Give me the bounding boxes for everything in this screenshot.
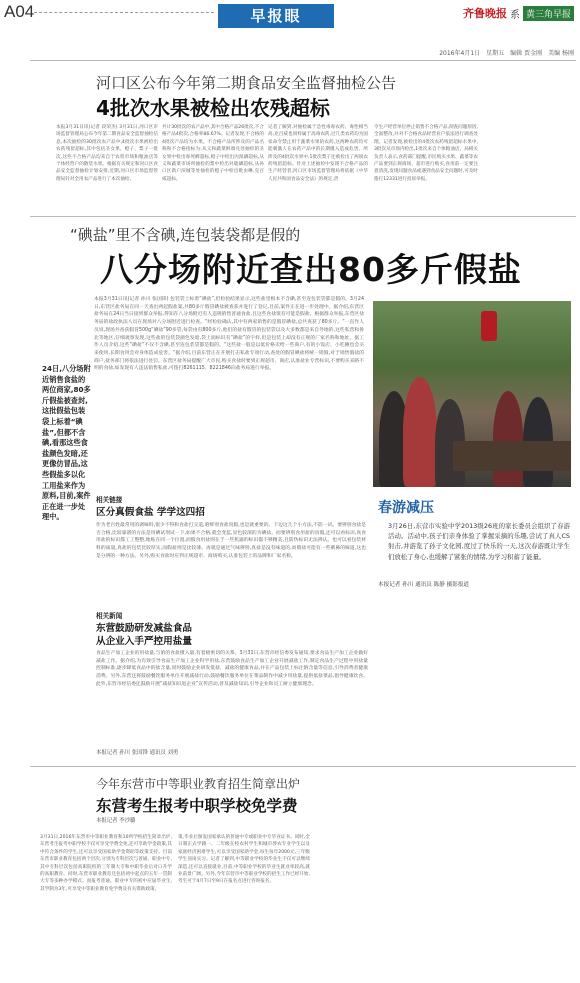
article3-kicker: 今年东营市中等职业教育招生简章出炉: [96, 777, 301, 791]
photo-credit: 本报记者 孙川 通讯员 陈静 摄影报道: [378, 582, 470, 588]
brand-logo: 齐鲁晚报: [462, 7, 507, 20]
article3-col2: 策,毕业后颁发国家承认的普通中专或职业中专毕业证书。同时,全日制正式学籍一、二年级在校农村学生和城市涉农专业学生以及家庭经济困难学生,可以享受国家助学金,每生每年2000元,三年级学生顶岗实习。记者了解到,中等职业学校的毕业生不仅可以继续深造,还可以直接就业,目前,中等职业学校的毕业生就业率较高,就业前景广阔。另外,今年东营市中等职业学校的招生工作已经开始,考生可于4月7日至9日在报名点进行咨询报名。: [178, 835, 310, 885]
box2-label: 相关新闻: [96, 612, 123, 620]
page-number: A04: [4, 2, 35, 21]
article3-headline: 东营考生报考中职学校免学费: [96, 797, 298, 815]
box2-body: 食品生产加工企业的用盐量,与咱的食盐摄入量,有着极密切的关系。3月31日,东营市经信委发布通知,要求食品生产加工企业做好减盐工作。据介绍,为有效引导食品生产加工企业科学用盐,东营鼓励食品生产加工企业开展减盐工作,制定食品生产过程中用盐量控制标准,逐步降低食品中的盐含量,同时鼓励企业研发低盐、减盐的健康食品,并在产品包装上标注钠含量等信息,引导消费者健康消费。另外,东营还将鼓励餐饮服务单位开展减盐行动,鼓励餐饮服务单位在菜品制作中减少用盐量,提供低盐菜品,倡导健康饮食。此外,东营市经信委还鼓励开展“减盐知识进企业”宣传活动,普及减盐知识,引导企业和员工树立健康理念。: [96, 651, 368, 687]
spring-outing-photo: [373, 301, 571, 487]
box2-title-line2: 从企业入手严控用盐量: [96, 636, 192, 647]
article1-headline: 4批次水果被检出农残超标: [96, 96, 330, 120]
rule-article3: [30, 766, 576, 767]
article3-col1: 3月31日,2016年东营市中等职业教育和10所学校招生简章出炉,东营考生报考中职学校不仅可享受学费全免,还可享助学金政策,其中符合条件的学生,还可以享受国家助学金资助等政策支持。目前东营市职业教育包括两个层次,分别为专科层次与普通、职业中专,其中专科层次包括高职院校的三年制大专和中职毕业后对口升学的高职教育。同时,东营市职业教育还包括初中起点的五年一贯制大专等多种办学模式。而报考普通、职业中专的初中应届毕业生,其学制为3年,可享受中等职业教育免学费及有关资助政策。: [40, 835, 172, 892]
photo-caption: 3月26日,东营市实验中学2013级26班的家长委员会组织了春游活动。活动中,孩子们亲身体验了掌握采摘的乐趣,尝试了真人CS射击,并游览了孙子文化园,度过了快乐的一天,这次春游既让学生们放松了身心,也缓解了紧张的情绪,为学习积蓄了能量。: [388, 522, 570, 561]
designer-text: 美编 杨刚: [548, 50, 574, 57]
sidebar-quote: 24日,八分场附近销售食盐的两位商家,80多斤假盐被查封,这批假盐包装袋上标着“碘盐”,但都不含碘,看那这些食盐颜色发暗,还更像仿冒品,这些假盐多以化工用盐来作为原料,目前,案件正在进一步处理中。: [42, 364, 91, 522]
box1-title: 区分真假食盐 学学这四招: [96, 507, 205, 518]
article2-body: 本报3月31日讯(记者 孙川 张国锋) 包装袋上标着“碘盐”,但检验结果显示,这些盐里根本不含碘,甚至连包装袋都是假的。3月24日,东营区盐务局在同一天查出两起假盐案,共80多斤假冒碘盐被查获并进行了登记,目前,案件正在进一步处理中。据介绍,东营区盐务局在24日当日接到群众举报,得知在八分场附近有人违规销售普通食盐,且这些食盐很有可能是假盐。根据群众举报,东营区盐务局的盐政执法人员在现场对八分场附近进行检查。“经检验确认,其中有两家销售的是假冒碘盐,总共查获了80多斤。“一直作人员说,现场共查获假冒500g“碘盐”90多袋,每袋由有800多斤,他们的盐有假冒的包装袋以及大多数都是来自外地的,这些私营和鲁北等地区,仔细观察发现,这些盐的包装袋颜色发暗,袋上面标识有“碘盐”的字样,但是包装上却没有正规的厂家名称和地址。据工作人员介绍,这些“碘盐”不仅不含碘,甚至连包装袋都是假的。“这些盐一般是以低价格卖给一些商户,有的小饭店、小吃摊也会买来使用,长期食用会对身体造成危害。“据介绍,目前东营正在开展打击私盐专项行动,查处的假冒碘盐将统一销毁,对于销售假盐的商户,盐务部门将依法进行处罚。东营区盐务局提醒广大市民,购买食盐时要到正规超市、商店,认准盐业专营标识,不要购买来路不明的食盐,如发现有人违法销售私盐,可拨打8261115、8221846向盐务局进行举报。: [94, 297, 364, 372]
section-title: 早报眼: [218, 4, 334, 28]
page-header: [0, 0, 580, 30]
editor-text: 编辑 贾金刚: [510, 50, 543, 57]
brand-block: [463, 4, 574, 22]
photo-person: [493, 391, 523, 487]
article3-byline: 本报记者 李沙璐: [96, 818, 136, 824]
photo-title: 春游减压: [378, 500, 434, 516]
article1-kicker: 河口区公布今年第二期食品安全监督抽检公告: [96, 74, 397, 92]
rule-article1: [30, 216, 576, 217]
brand-sub: 系: [509, 9, 520, 21]
photo-person: [403, 377, 437, 487]
tea-table: [453, 441, 571, 471]
rule-top: [30, 60, 576, 61]
article1-col3: 记者了解到,对抽检属于急性毒毒农药、毒性相当高,克百威也同样属于高毒农药,过几类农药均为国家命令禁止用于蔬菜水果的农药,这两种农药均可能刺激人在农药产品中的长期摄入造成危害。所涉及的4批次水果中,1批次梨子还被检出了两项农药残留超标。针对上述抽检中发现不合格产品的生产经营者,河口区市场监督管理局将依据《中华人民共和国食品安全法》的规定,责: [268, 125, 368, 182]
article1-col4: 令生产经营单位停止销售不合格产品,彻查问题原因,全面整改,并对不合格食品经营业户依法进行调查处理。记者发现,被检出的4批次农药残留超标水果中,3批次从市场内检出,1批次来自个体粮油店。局相关负责人表示,食药部门提醒,市民购买水果、蔬菜等农产品要到正规商场、超市进行购买,食用前一定要注意清洗,发现问题食品或遇到食品安全问题时,可及时拨打12331进行投诉举报。: [374, 125, 478, 182]
weekday-text: 星期五: [486, 50, 505, 57]
date-text: 2016年4月1日: [439, 50, 481, 57]
box2-credit: 本报记者 孙川 张国锋 通讯员 刘勇: [96, 750, 179, 756]
box1-label: 相关链接: [96, 496, 123, 504]
box1-body: 作为老百姓最常用的调味料,很少不得和食盐打交道,咱鲜别食盐真假,也是就重要的。下边这几个小方法,不防一试。要辨别食盐是否合格,比较靠谱的方法是用碘试剂试一下,如果不合格,就会变蓝,显色较深的为碘盐。而要辨别食用盐的真假,还可以看标识,真食用盐的标识都工工整整,地贴在同一个位置,而假食用盐则在于一些机器的标识都不够精美,且防伪标识无法辨认。也可以看包装材料的质量,真盐的包装比较厚实,而假盐则是比较薄。再就是通过气味辨别,真盐是没有味道的,而假盐可能有一些刺鼻的味道,这也是分辨的一种方法。另外,购买食盐时应到正规超市、商场购买,认准包装上的品牌和厂家名称。: [96, 523, 366, 559]
box2-title-line1: 东营鼓励研发减盐食品: [96, 623, 192, 634]
header-divider: [34, 12, 214, 13]
article1-col2: 共计30批次的农产品中,其中合格产品26批次,不合格产品4批次,合格率86.67%。记者发现,不合格的4批次产品均为水果。不合格产品所涉及的产品名称和不合格指标为:从义和蔬菜鲜端兑处抽检的圣女果中检出毒死蜱超标,橙子中检出丙溴磷超标,从义和蔬菜市场所抽检的梨中检出对硫磷超标,从孙口区新户滨城等处抽检的橙子中检出吡虫啉,克百威超标。: [162, 125, 264, 182]
lantern-shape: [481, 311, 497, 341]
dateline: [439, 48, 574, 57]
article2-kicker: “碘盐”里不含碘,连包装袋都是假的: [70, 226, 301, 244]
article2-headline: 八分场附近查出80多斤假盐: [100, 250, 522, 289]
brand-edition: 黄三角早报: [523, 6, 574, 21]
article3-col3: [316, 834, 448, 974]
article1-col1: 本报3月31日讯(记者 段荣杰) 3月31日,河口区市场监督管理局公布今年第二期食品安全监督抽检信息,本次抽检的30批次农产品中,4批次水果被检出农药残留超标,其中包括圣女果、橙子、梨子一批次,这些不合格产品均来自于农贸市场和粮油店等个体经营户的散装水果。根据有关规定和河口区食品安全监督抽检计划安排,近期,河口区市场监督管理局针对全用农产品进行了本次抽检,: [56, 125, 158, 182]
